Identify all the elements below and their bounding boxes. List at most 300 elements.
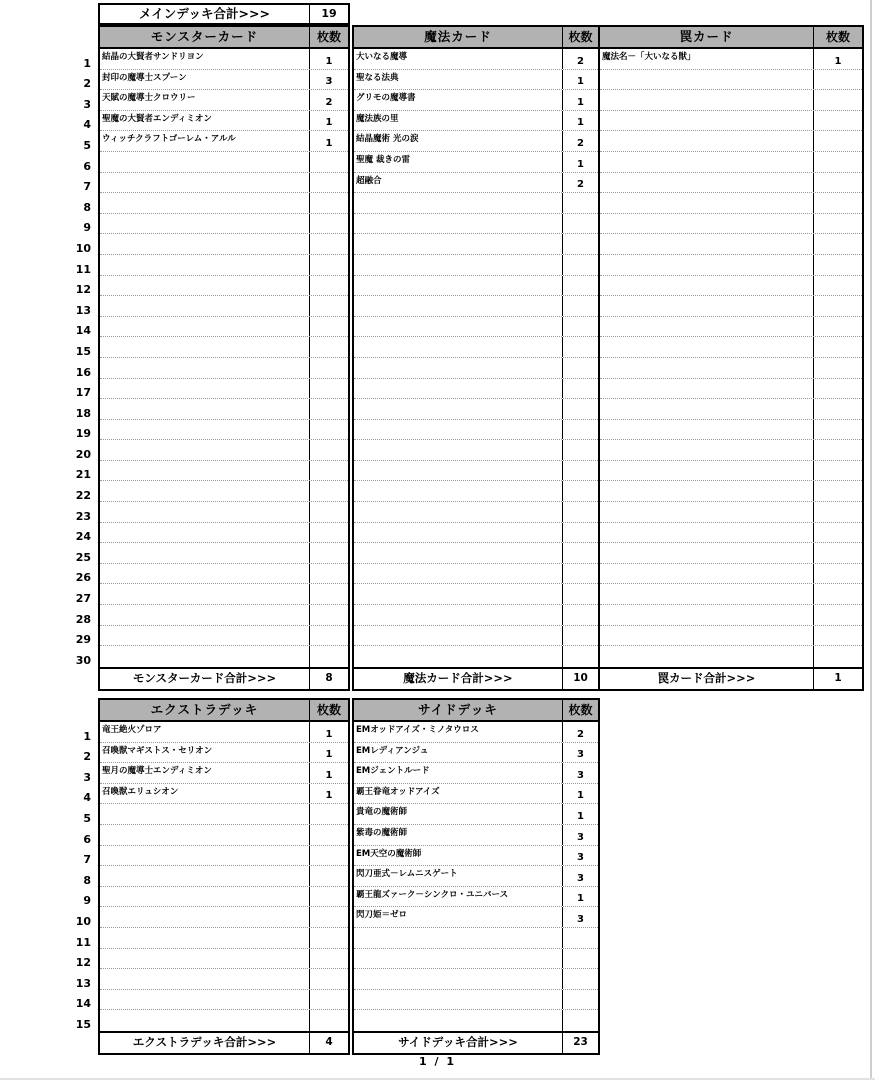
card-count-cell	[563, 379, 598, 399]
card-row	[100, 564, 348, 585]
card-count-cell	[814, 564, 862, 584]
card-count-cell	[814, 440, 862, 460]
card-name-cell	[354, 949, 563, 969]
card-row	[354, 90, 598, 111]
card-name-cell	[600, 337, 814, 357]
row-number: 9	[83, 894, 91, 908]
card-row	[600, 255, 862, 276]
card-count-cell	[310, 990, 348, 1010]
card-count-cell	[814, 70, 862, 90]
card-row	[354, 111, 598, 132]
section-total-label: 罠カード合計>>>	[600, 669, 814, 689]
card-name-cell	[600, 379, 814, 399]
card-row	[600, 317, 862, 338]
trap-card-section	[598, 25, 864, 691]
section-header-label: モンスターカード	[100, 27, 310, 47]
card-row	[600, 131, 862, 152]
card-name-cell	[354, 440, 563, 460]
card-row	[100, 804, 348, 825]
card-row	[354, 907, 598, 928]
row-number: 17	[75, 386, 91, 400]
row-number: 5	[83, 138, 91, 152]
row-number: 15	[75, 1017, 91, 1031]
row-number: 1	[83, 729, 91, 743]
card-name-cell	[354, 990, 563, 1010]
card-row	[600, 214, 862, 235]
card-count-cell	[310, 296, 348, 316]
row-number: 1	[83, 56, 91, 70]
card-count-cell: 1	[577, 96, 584, 108]
card-row	[100, 399, 348, 420]
card-count-cell	[310, 379, 348, 399]
card-name-cell	[100, 605, 310, 625]
card-count-cell	[310, 626, 348, 646]
row-number: 16	[75, 365, 91, 379]
card-name-cell	[354, 928, 563, 948]
card-count-cell	[814, 276, 862, 296]
row-number: 23	[75, 509, 91, 523]
card-count-cell	[310, 214, 348, 234]
card-count-cell: 3	[325, 76, 333, 88]
card-row	[354, 763, 598, 784]
card-name-cell: グリモの魔導書	[354, 90, 563, 110]
card-row	[600, 70, 862, 91]
card-name-cell	[600, 276, 814, 296]
section-total-value: 1	[834, 671, 842, 684]
card-count-cell	[563, 255, 598, 275]
card-row	[354, 481, 598, 502]
row-number: 6	[83, 832, 91, 846]
row-numbers-sub	[70, 722, 94, 1031]
card-row	[100, 173, 348, 194]
card-name-cell	[100, 928, 310, 948]
card-row	[100, 825, 348, 846]
card-name-cell	[100, 866, 310, 886]
card-name-cell: 聖魔 裁きの雷	[354, 152, 563, 172]
section-total-label: モンスターカード合計>>>	[100, 669, 310, 689]
card-name-cell	[100, 193, 310, 213]
card-row	[100, 866, 348, 887]
page-number-indicator: 1 / 1	[419, 1055, 456, 1068]
card-name-cell	[354, 969, 563, 989]
card-count-cell	[814, 131, 862, 151]
card-row	[100, 743, 348, 764]
card-count-cell	[814, 173, 862, 193]
row-number: 25	[75, 550, 91, 564]
card-name-cell	[354, 234, 563, 254]
card-name-cell	[600, 193, 814, 213]
card-name-cell	[600, 214, 814, 234]
card-count-cell	[563, 626, 598, 646]
card-count-cell	[310, 866, 348, 886]
card-count-cell	[814, 214, 862, 234]
card-name-cell	[100, 646, 310, 667]
card-name-cell	[100, 173, 310, 193]
card-row	[354, 784, 598, 805]
card-count-cell	[310, 193, 348, 213]
card-name-cell	[100, 846, 310, 866]
count-header-label: 枚数	[568, 30, 593, 44]
card-row	[600, 173, 862, 194]
card-count-cell	[563, 502, 598, 522]
card-count-cell	[310, 949, 348, 969]
row-number: 12	[75, 956, 91, 970]
card-name-cell: EMレディアンジュ	[354, 743, 563, 763]
row-number: 10	[75, 914, 91, 928]
card-name-cell	[600, 70, 814, 90]
card-count-cell	[310, 928, 348, 948]
card-name-cell	[600, 461, 814, 481]
card-name-cell	[100, 276, 310, 296]
row-number: 3	[83, 770, 91, 784]
card-name-cell	[354, 317, 563, 337]
section-total-row	[354, 1031, 598, 1053]
card-row	[100, 461, 348, 482]
card-count-cell	[563, 605, 598, 625]
card-name-cell	[600, 523, 814, 543]
card-count-cell	[814, 605, 862, 625]
card-count-cell	[563, 214, 598, 234]
card-name-cell: 封印の魔導士スプーン	[100, 70, 310, 90]
card-name-cell	[600, 234, 814, 254]
card-name-cell	[100, 440, 310, 460]
card-count-cell	[814, 399, 862, 419]
row-number: 18	[75, 406, 91, 420]
card-name-cell	[600, 646, 814, 667]
card-count-cell	[563, 193, 598, 213]
card-count-cell	[310, 276, 348, 296]
section-header-row	[354, 27, 598, 49]
card-row	[600, 646, 862, 667]
card-count-cell: 1	[577, 810, 584, 822]
card-row	[600, 584, 862, 605]
card-row	[600, 234, 862, 255]
card-row	[100, 111, 348, 132]
row-number: 4	[83, 118, 91, 132]
card-count-cell: 3	[577, 852, 584, 864]
row-number: 11	[75, 935, 91, 949]
card-name-cell	[600, 564, 814, 584]
card-count-cell	[814, 337, 862, 357]
card-name-cell: 召喚獣エリュシオン	[100, 784, 310, 804]
section-total-value: 8	[325, 671, 333, 684]
card-row	[100, 846, 348, 867]
card-row	[354, 605, 598, 626]
card-name-cell	[354, 646, 563, 667]
card-name-cell: 召喚獣マギストス・セリオン	[100, 743, 310, 763]
card-count-cell	[310, 969, 348, 989]
row-number: 7	[83, 180, 91, 194]
card-row	[100, 70, 348, 91]
card-row	[354, 928, 598, 949]
card-count-cell	[310, 399, 348, 419]
card-row	[354, 825, 598, 846]
card-name-cell	[100, 949, 310, 969]
section-header-row	[354, 700, 598, 722]
row-number: 30	[75, 653, 91, 667]
card-row	[100, 543, 348, 564]
card-row	[100, 887, 348, 908]
card-count-cell	[563, 276, 598, 296]
card-row	[100, 626, 348, 647]
row-number: 3	[83, 97, 91, 111]
card-count-cell	[310, 846, 348, 866]
card-count-cell: 2	[577, 137, 584, 149]
card-count-cell	[310, 825, 348, 845]
card-count-cell	[310, 317, 348, 337]
card-row	[600, 626, 862, 647]
card-count-cell	[563, 949, 598, 969]
card-name-cell	[354, 481, 563, 501]
row-number: 4	[83, 791, 91, 805]
main-deck-total-label: メインデッキ合計>>>	[100, 5, 310, 23]
row-number: 9	[83, 221, 91, 235]
card-count-cell: 2	[577, 728, 584, 740]
card-row	[100, 420, 348, 441]
card-row	[600, 399, 862, 420]
card-row	[100, 440, 348, 461]
card-count-cell	[814, 646, 862, 667]
card-row	[100, 949, 348, 970]
section-header-row	[100, 27, 348, 49]
section-total-label: サイドデッキ合計>>>	[354, 1033, 563, 1053]
card-row	[600, 276, 862, 297]
card-row	[100, 193, 348, 214]
card-name-cell	[100, 152, 310, 172]
main-deck-table	[98, 25, 864, 691]
row-number: 21	[75, 468, 91, 482]
card-name-cell: 紫毒の魔術師	[354, 825, 563, 845]
row-number: 6	[83, 159, 91, 173]
row-numbers-main	[70, 49, 94, 667]
card-name-cell	[354, 564, 563, 584]
card-name-cell	[354, 193, 563, 213]
card-count-cell	[310, 337, 348, 357]
count-header-label: 枚数	[316, 30, 341, 44]
card-count-cell: 1	[577, 790, 584, 802]
card-row	[354, 804, 598, 825]
card-name-cell	[600, 543, 814, 563]
section-header-row	[600, 27, 862, 49]
card-count-cell	[814, 255, 862, 275]
card-name-cell	[100, 584, 310, 604]
card-row	[354, 866, 598, 887]
card-row	[100, 214, 348, 235]
card-name-cell	[600, 584, 814, 604]
row-number: 8	[83, 873, 91, 887]
section-header-row	[100, 700, 348, 722]
extra-deck-section	[98, 698, 350, 1055]
card-row	[600, 502, 862, 523]
card-name-cell: 天賦の魔導士クロウリー	[100, 90, 310, 110]
card-count-cell	[563, 358, 598, 378]
row-number: 15	[75, 344, 91, 358]
card-count-cell	[310, 152, 348, 172]
card-count-cell: 1	[325, 790, 333, 802]
card-count-cell	[310, 234, 348, 254]
card-row	[354, 234, 598, 255]
card-count-cell: 2	[577, 179, 584, 191]
card-row	[100, 646, 348, 667]
card-row	[600, 420, 862, 441]
row-number: 22	[75, 489, 91, 503]
card-row	[100, 763, 348, 784]
card-name-cell	[600, 440, 814, 460]
card-name-cell: 覇王眷竜オッドアイズ	[354, 784, 563, 804]
count-header-label: 枚数	[568, 703, 593, 717]
card-name-cell	[354, 1010, 563, 1031]
card-name-cell	[354, 379, 563, 399]
section-total-value: 23	[573, 1035, 588, 1048]
card-count-cell	[310, 543, 348, 563]
card-name-cell: 魔法族の里	[354, 111, 563, 131]
card-count-cell	[814, 626, 862, 646]
card-count-cell: 1	[577, 893, 584, 905]
card-row	[600, 461, 862, 482]
card-row	[100, 131, 348, 152]
card-count-cell: 3	[577, 749, 584, 761]
card-name-cell	[600, 626, 814, 646]
card-row	[354, 523, 598, 544]
card-name-cell: 覇王龍ズァーク－シンクロ・ユニバース	[354, 887, 563, 907]
card-row	[600, 481, 862, 502]
card-row	[100, 358, 348, 379]
card-count-cell: 1	[325, 137, 333, 149]
row-number: 28	[75, 612, 91, 626]
card-count-cell: 3	[577, 769, 584, 781]
card-row	[354, 846, 598, 867]
card-name-cell: 魔法名－「大いなる獣」	[600, 49, 814, 69]
card-name-cell	[100, 804, 310, 824]
card-name-cell	[354, 337, 563, 357]
card-row	[354, 255, 598, 276]
extra-side-deck-table	[98, 698, 600, 1055]
card-count-cell	[814, 502, 862, 522]
card-count-cell	[814, 358, 862, 378]
card-row	[354, 626, 598, 647]
card-name-cell	[354, 276, 563, 296]
card-row	[600, 337, 862, 358]
row-number: 5	[83, 811, 91, 825]
card-count-cell: 2	[577, 55, 584, 67]
card-row	[100, 722, 348, 743]
card-count-cell	[310, 1010, 348, 1031]
card-count-cell	[563, 969, 598, 989]
card-count-cell	[310, 584, 348, 604]
row-number: 27	[75, 592, 91, 606]
section-total-value: 10	[573, 671, 588, 684]
row-number: 14	[75, 997, 91, 1011]
card-name-cell: 聖月の魔導士エンディミオン	[100, 763, 310, 783]
card-name-cell: 閃刀亜式－レムニスゲート	[354, 866, 563, 886]
card-row	[100, 337, 348, 358]
card-row	[100, 928, 348, 949]
card-count-cell	[563, 420, 598, 440]
card-row	[100, 502, 348, 523]
card-name-cell: EM天空の魔術師	[354, 846, 563, 866]
card-name-cell	[354, 523, 563, 543]
card-row	[354, 722, 598, 743]
card-name-cell	[354, 255, 563, 275]
card-count-cell	[563, 461, 598, 481]
card-name-cell	[100, 523, 310, 543]
card-name-cell	[100, 564, 310, 584]
card-row	[600, 111, 862, 132]
card-row	[100, 605, 348, 626]
card-row	[600, 379, 862, 400]
section-header-label: 魔法カード	[354, 27, 563, 47]
card-name-cell	[600, 317, 814, 337]
section-total-row	[100, 667, 348, 689]
card-name-cell	[100, 969, 310, 989]
card-row	[354, 317, 598, 338]
card-row	[100, 296, 348, 317]
card-name-cell	[354, 502, 563, 522]
card-name-cell	[100, 214, 310, 234]
row-number: 11	[75, 262, 91, 276]
card-count-cell	[310, 481, 348, 501]
card-row	[100, 523, 348, 544]
row-number: 2	[83, 750, 91, 764]
card-name-cell	[100, 1010, 310, 1031]
side-deck-section	[352, 698, 600, 1055]
card-row	[100, 49, 348, 70]
card-count-cell: 2	[325, 96, 333, 108]
card-name-cell	[354, 296, 563, 316]
row-number: 14	[75, 324, 91, 338]
row-number: 13	[75, 303, 91, 317]
card-name-cell	[600, 605, 814, 625]
card-row	[354, 193, 598, 214]
card-name-cell	[354, 358, 563, 378]
page-edge-right	[870, 0, 872, 1080]
row-number: 29	[75, 633, 91, 647]
card-count-cell	[814, 234, 862, 254]
card-count-cell	[310, 523, 348, 543]
card-count-cell	[563, 337, 598, 357]
card-name-cell: EMジェントルード	[354, 763, 563, 783]
card-name-cell	[100, 543, 310, 563]
card-count-cell	[563, 990, 598, 1010]
card-count-cell: 1	[577, 76, 584, 88]
card-count-cell	[310, 440, 348, 460]
card-row	[600, 152, 862, 173]
card-count-cell	[563, 440, 598, 460]
card-count-cell	[563, 584, 598, 604]
row-number: 26	[75, 571, 91, 585]
section-header-label: サイドデッキ	[354, 700, 563, 720]
card-name-cell	[354, 399, 563, 419]
card-row	[354, 337, 598, 358]
card-name-cell: ウィッチクラフトゴーレム・アルル	[100, 131, 310, 151]
card-row	[354, 887, 598, 908]
card-count-cell: 1	[577, 117, 584, 129]
card-count-cell	[563, 317, 598, 337]
card-name-cell	[600, 173, 814, 193]
card-name-cell	[100, 379, 310, 399]
card-name-cell	[600, 90, 814, 110]
card-name-cell	[600, 152, 814, 172]
card-name-cell: 竜王絶火ゾロア	[100, 722, 310, 742]
card-name-cell	[100, 337, 310, 357]
card-row	[600, 543, 862, 564]
card-count-cell	[814, 111, 862, 131]
card-row	[100, 481, 348, 502]
card-row	[354, 646, 598, 667]
card-row	[354, 1010, 598, 1031]
card-name-cell	[100, 255, 310, 275]
section-header-label: エクストラデッキ	[100, 700, 310, 720]
